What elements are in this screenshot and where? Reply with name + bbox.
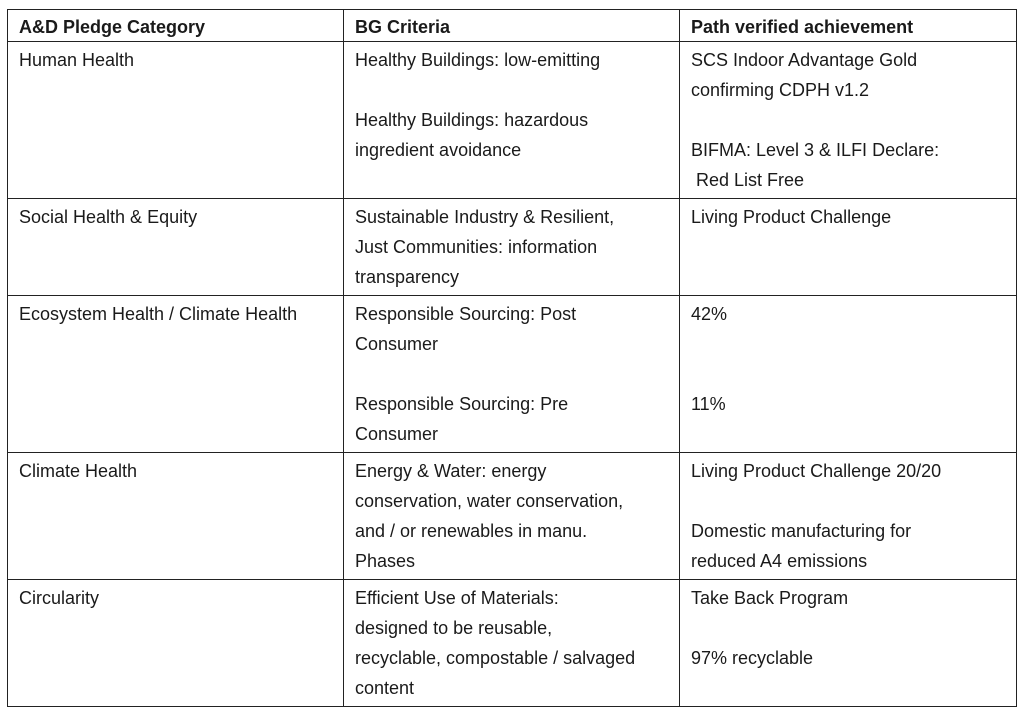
cell-text-line: Consumer bbox=[355, 424, 439, 444]
header-row bbox=[8, 10, 1017, 42]
blank-line bbox=[355, 75, 669, 105]
cell-text-line: reduced A4 emissions bbox=[691, 551, 868, 571]
table-row bbox=[8, 580, 1017, 707]
blank-line bbox=[691, 613, 1006, 643]
achievement-cell bbox=[680, 42, 1017, 199]
cell-text-line: Living Product Challenge 20/20 bbox=[691, 461, 942, 481]
category-cell bbox=[8, 453, 344, 580]
cell-text-line: and / or renewables in manu. bbox=[355, 521, 588, 541]
cell-text-line: SCS Indoor Advantage Gold bbox=[691, 50, 918, 70]
criteria-cell bbox=[344, 296, 680, 453]
table-row bbox=[8, 42, 1017, 199]
criteria-cell bbox=[344, 453, 680, 580]
cell-text-line: 42% bbox=[691, 304, 728, 324]
cell-text-line: Human Health bbox=[19, 50, 135, 70]
cell-text-line: conservation, water conservation, bbox=[355, 491, 624, 511]
cell-text-line: Energy & Water: energy bbox=[355, 461, 547, 481]
cell-text-line: Healthy Buildings: low-emitting bbox=[355, 50, 601, 70]
blank-line bbox=[691, 329, 1006, 359]
cell-text-line: Phases bbox=[355, 551, 416, 571]
category-cell bbox=[8, 580, 344, 707]
cell-text-line: recyclable, compostable / salvaged bbox=[355, 648, 636, 668]
cell-text-line: Responsible Sourcing: Post bbox=[355, 304, 577, 324]
cell-text-line: Responsible Sourcing: Pre bbox=[355, 394, 569, 414]
cell-text-line: Circularity bbox=[19, 588, 100, 608]
header-path-verified-achievement: Path verified achievement bbox=[680, 10, 1017, 42]
table-row bbox=[8, 453, 1017, 580]
cell-text-line: 97% recyclable bbox=[691, 648, 814, 668]
pledge-table bbox=[7, 9, 1017, 707]
achievement-cell bbox=[680, 453, 1017, 580]
cell-text-line: Consumer bbox=[355, 334, 439, 354]
blank-line bbox=[691, 359, 1006, 389]
category-cell bbox=[8, 42, 344, 199]
criteria-cell bbox=[344, 199, 680, 296]
header-pledge-category: A&D Pledge Category bbox=[8, 10, 344, 42]
category-cell bbox=[8, 296, 344, 453]
cell-text-line: BIFMA: Level 3 & ILFI Declare: bbox=[691, 140, 940, 160]
table-body bbox=[8, 42, 1017, 707]
table-header bbox=[8, 10, 1017, 42]
cell-text-line: 11% bbox=[691, 394, 726, 414]
cell-text-line: confirming CDPH v1.2 bbox=[691, 80, 870, 100]
cell-text-line: Red List Free bbox=[691, 170, 805, 190]
cell-text-line: Domestic manufacturing for bbox=[691, 521, 912, 541]
cell-text-line: Take Back Program bbox=[691, 588, 849, 608]
cell-text-line: Ecosystem Health / Climate Health bbox=[19, 304, 298, 324]
achievement-cell bbox=[680, 580, 1017, 707]
cell-text-line: Living Product Challenge bbox=[691, 207, 892, 227]
category-cell bbox=[8, 199, 344, 296]
blank-line bbox=[355, 359, 669, 389]
cell-text-line: content bbox=[355, 678, 415, 698]
blank-line bbox=[691, 486, 1006, 516]
header-bg-criteria: BG Criteria bbox=[344, 10, 680, 42]
table-row bbox=[8, 296, 1017, 453]
achievement-cell bbox=[680, 296, 1017, 453]
cell-text-line: Sustainable Industry & Resilient, bbox=[355, 207, 615, 227]
criteria-cell bbox=[344, 580, 680, 707]
cell-text-line: designed to be reusable, bbox=[355, 618, 553, 638]
cell-text-line: Social Health & Equity bbox=[19, 207, 198, 227]
cell-text-line: transparency bbox=[355, 267, 460, 287]
criteria-cell bbox=[344, 42, 680, 199]
cell-text-line: Efficient Use of Materials: bbox=[355, 588, 559, 608]
cell-text-line: Just Communities: information bbox=[355, 237, 598, 257]
cell-text-line: Climate Health bbox=[19, 461, 138, 481]
achievement-cell bbox=[680, 199, 1017, 296]
table-row bbox=[8, 199, 1017, 296]
cell-text-line: ingredient avoidance bbox=[355, 140, 522, 160]
cell-text-line: Healthy Buildings: hazardous bbox=[355, 110, 589, 130]
blank-line bbox=[691, 105, 1006, 135]
